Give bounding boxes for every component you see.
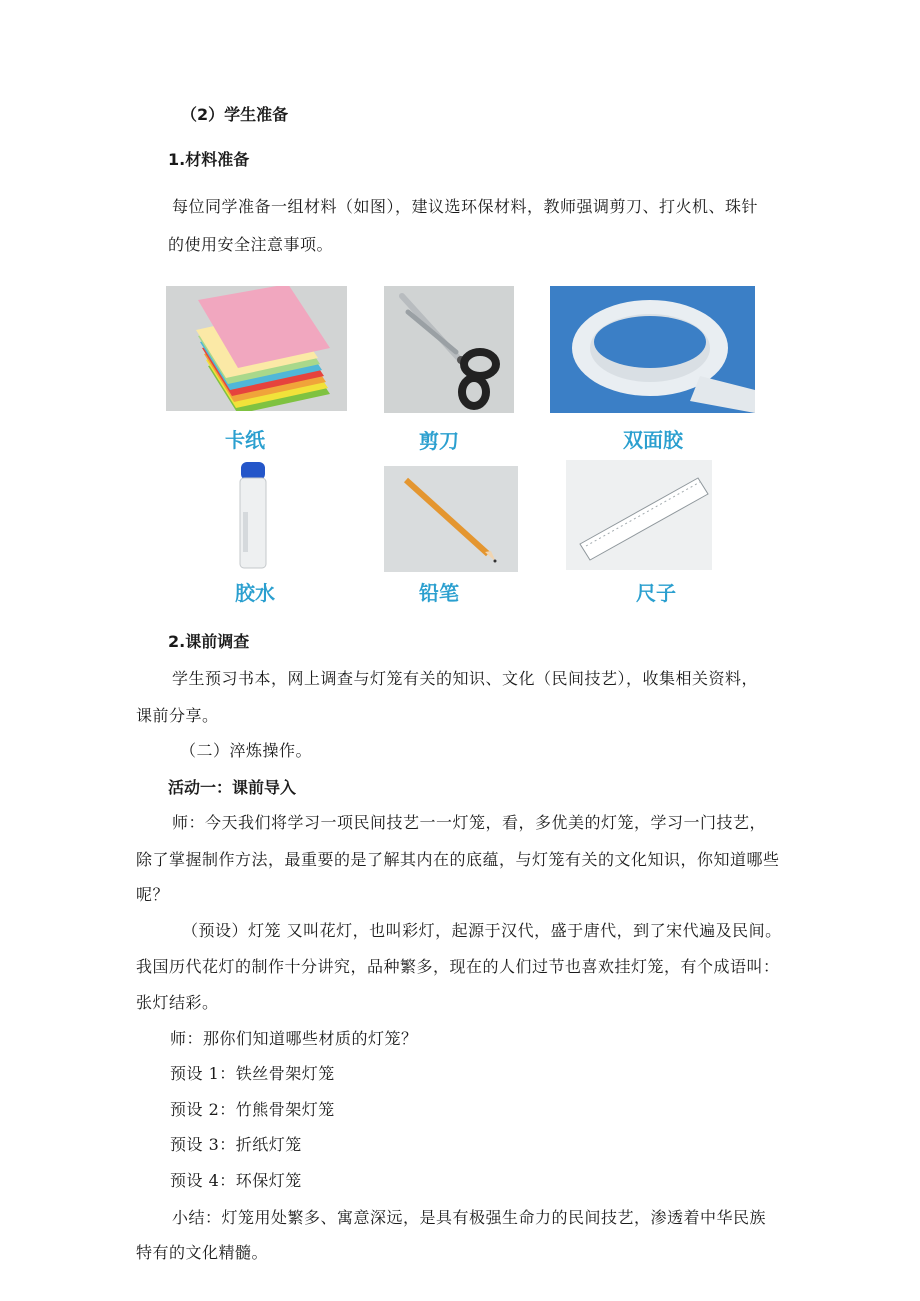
preset-item: 预设 3：折纸灯笼 [170,1135,302,1154]
preset-paragraph-line1: （预设）灯笼 又叫花灯，也叫彩灯，起源于汉代，盛于唐代，到了宋代遍及民间。 [182,921,782,940]
teacher-paragraph-line2: 除了掌握制作方法，最重要的是了解其内在的底蕴，与灯笼有关的文化知识，你知道哪些 [136,850,780,869]
caption-scissors: 剪刀 [419,429,459,453]
survey-paragraph-line1: 学生预习书本，网上调查与灯笼有关的知识、文化（民间技艺），收集相关资料， [172,669,759,688]
section-title: （2）学生准备 [181,105,289,124]
cardstock-image [166,286,347,411]
teacher-paragraph-line3: 呢？ [136,885,170,904]
teacher-question: 师：那你们知道哪些材质的灯笼？ [170,1029,418,1048]
pencil-image [384,466,518,572]
preset-item: 预设 1：铁丝骨架灯笼 [170,1064,335,1083]
materials-paragraph-line2: 的使用安全注意事项。 [168,235,334,254]
preset-paragraph-line2: 我国历代花灯的制作十分讲究，品种繁多，现在的人们过节也喜欢挂灯笼，有个成语叫： [136,957,780,976]
teacher-paragraph-line1: 师：今天我们将学习一项民间技艺一一灯笼，看，多优美的灯笼，学习一门技艺， [172,813,767,832]
double-sided-tape-image [550,286,755,413]
preset-item: 预设 2：竹熊骨架灯笼 [170,1100,335,1119]
survey-heading: 2.课前调查 [168,632,250,651]
practice-title: （二）淬炼操作。 [180,741,313,760]
caption-ruler: 尺子 [636,581,676,605]
caption-glue: 胶水 [235,581,275,605]
materials-paragraph-line1: 每位同学准备一组材料（如图），建议选环保材料，教师强调剪刀、打火机、珠针 [172,197,759,216]
materials-heading: 1.材料准备 [168,150,250,169]
caption-cardstock: 卡纸 [225,428,265,452]
survey-paragraph-line2: 课前分享。 [136,706,219,725]
preset-item: 预设 4：环保灯笼 [170,1171,302,1190]
scissors-image [384,286,514,413]
ruler-image [566,460,712,570]
summary-line2: 特有的文化精髓。 [136,1243,269,1262]
activity-heading: 活动一：课前导入 [168,778,297,797]
preset-paragraph-line3: 张灯结彩。 [136,993,219,1012]
summary-line1: 小结：灯笼用处繁多、寓意深远，是具有极强生命力的民间技艺，渗透着中华民族 [172,1208,767,1227]
caption-pencil: 铅笔 [419,581,459,605]
caption-tape: 双面胶 [623,428,683,452]
glue-image [233,460,273,572]
